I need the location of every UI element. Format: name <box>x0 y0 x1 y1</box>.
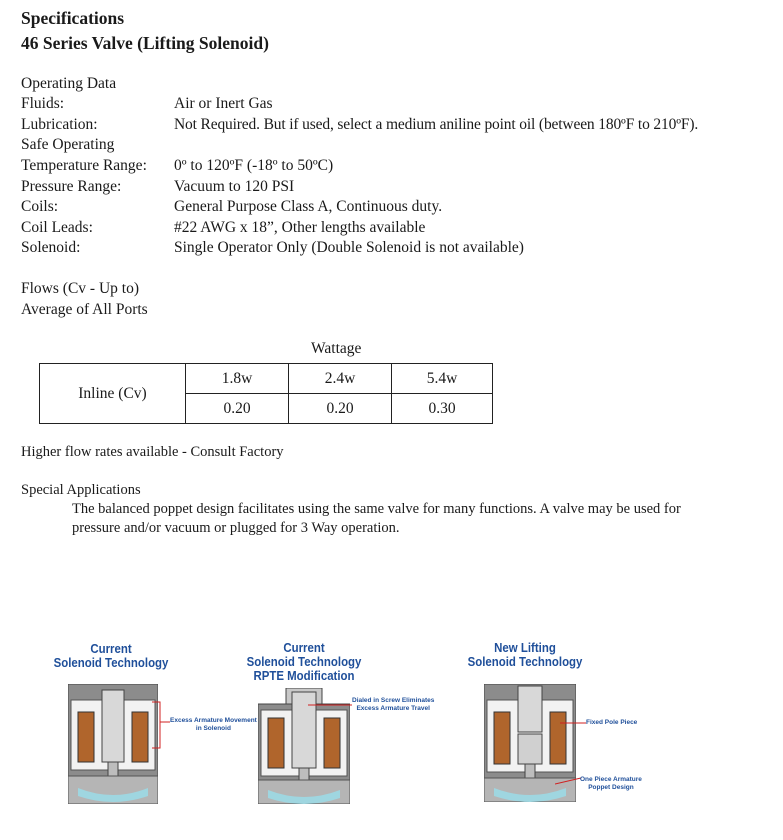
operating-data-heading: Operating Data <box>21 75 117 92</box>
spec-value: 0º to 120ºF (-18º to 50ºC) <box>174 157 334 174</box>
spec-label: Coils: <box>21 198 59 215</box>
callout-line <box>555 776 581 786</box>
spec-value: #22 AWG x 18”, Other lengths available <box>174 219 426 236</box>
cv-value: 0.30 <box>392 394 493 424</box>
diagram-title-line: New Lifting <box>494 640 556 655</box>
diagram-title-line: Solenoid Technology <box>53 655 169 670</box>
diagram-title-line: RPTE Modification <box>253 668 355 683</box>
callout-line <box>150 700 170 750</box>
spec-label: Pressure Range: <box>21 178 122 195</box>
callout-line-text: Dialed in Screw Eliminates <box>352 697 435 704</box>
flow-note: Higher flow rates available - Consult Factory <box>21 444 284 460</box>
callout-line-text: One Piece Armature <box>580 776 642 783</box>
callout-label <box>352 697 434 713</box>
wattage-header: 1.8w <box>186 364 289 394</box>
diagram-title-line: Solenoid Technology <box>246 654 362 669</box>
spec-label: Safe Operating <box>21 136 115 153</box>
page-title: Specifications <box>21 8 125 28</box>
cv-value: 0.20 <box>186 394 289 424</box>
callout-line <box>308 699 352 711</box>
diagram-title-line: Current <box>90 641 132 656</box>
callout-line-text: Fixed Pole Piece <box>586 719 638 726</box>
spec-value: Not Required. But if used, select a medium aniline point oil (between 180ºF to 210ºF). <box>174 116 699 133</box>
diagram-title <box>459 641 591 669</box>
spec-label: Solenoid: <box>21 239 81 256</box>
spec-value: Air or Inert Gas <box>174 95 273 112</box>
wattage-header: 2.4w <box>289 364 392 394</box>
callout-line <box>560 718 586 728</box>
callout-label <box>170 717 257 733</box>
spec-label: Fluids: <box>21 95 65 112</box>
spec-label: Coil Leads: <box>21 219 93 236</box>
callout-line-text: Excess Armature Movement <box>170 717 257 724</box>
flow-table <box>39 363 493 424</box>
callout-line-text: Poppet Design <box>588 784 634 791</box>
flows-heading: Flows (Cv - Up to) <box>21 280 139 297</box>
flows-subheading: Average of All Ports <box>21 301 148 318</box>
special-applications-text-1: The balanced poppet design facilitates using the same valve for many functions. A valve may be used for <box>72 501 681 517</box>
spec-value: Single Operator Only (Double Solenoid is not available) <box>174 239 524 256</box>
page-subtitle: 46 Series Valve (Lifting Solenoid) <box>21 33 269 53</box>
callout-label-pole-piece <box>586 719 637 727</box>
cv-value: 0.20 <box>289 394 392 424</box>
diagram-title <box>45 642 177 670</box>
wattage-header: 5.4w <box>392 364 493 394</box>
diagram-title <box>238 641 370 683</box>
callout-line-text: in Solenoid <box>195 725 231 732</box>
spec-label: Lubrication: <box>21 116 98 133</box>
spec-label: Temperature Range: <box>21 157 147 174</box>
spec-value: Vacuum to 120 PSI <box>174 178 295 195</box>
special-applications-heading: Special Applications <box>21 482 141 498</box>
special-applications-text-2: pressure and/or vacuum or plugged for 3 Way operation. <box>72 520 400 536</box>
wattage-caption: Wattage <box>311 340 362 357</box>
callout-line-text: Excess Armature Travel <box>356 705 430 712</box>
spec-value: General Purpose Class A, Continuous duty. <box>174 198 443 215</box>
row-label-inline: Inline (Cv) <box>40 364 186 424</box>
callout-label-armature <box>580 776 642 792</box>
diagram-title-line: Solenoid Technology <box>467 654 583 669</box>
solenoid-cross-section-1 <box>68 684 158 804</box>
diagram-title-line: Current <box>283 640 325 655</box>
